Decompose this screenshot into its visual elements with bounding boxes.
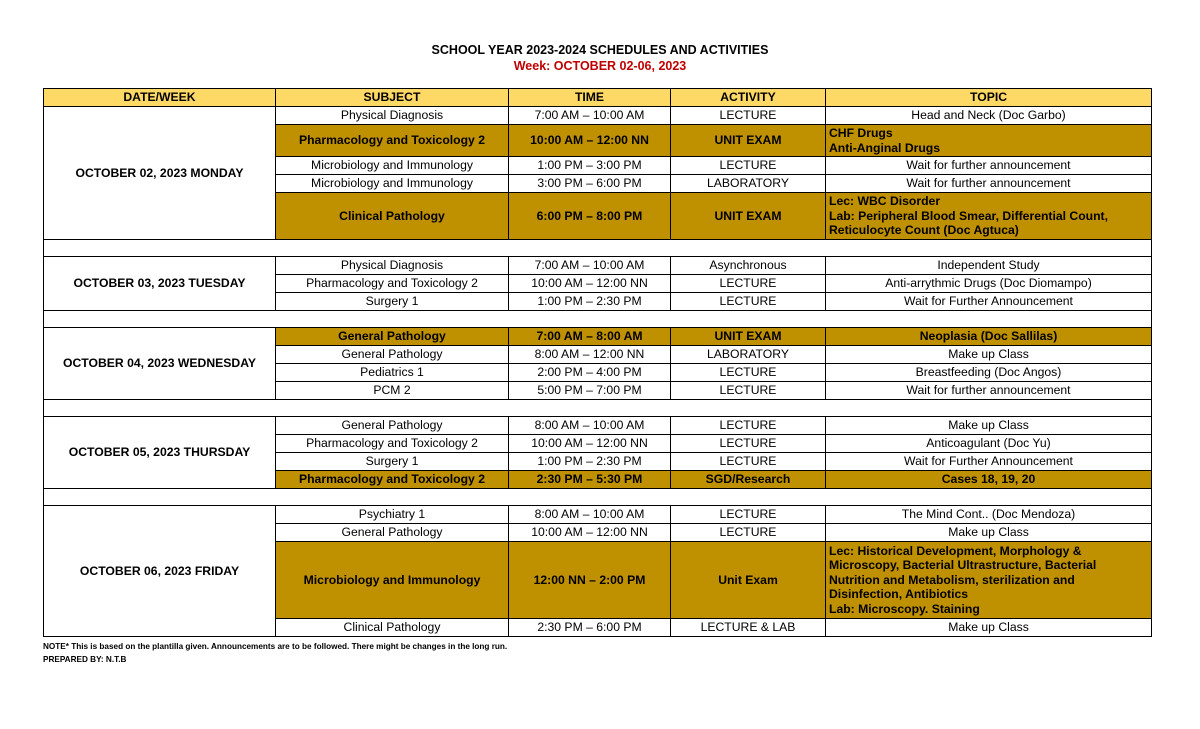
table-row [44,257,1152,275]
activity-cell: LABORATORY [671,175,826,193]
topic-line: Microscopy, Bacterial Ultrastructure, Bacterial [829,558,1097,573]
table-row [44,506,1152,524]
table-row [44,328,1152,346]
subject-cell: Surgery 1 [276,453,509,471]
time-cell: 7:00 AM – 10:00 AM [509,257,671,275]
footer-note: NOTE* This is based on the plantilla given. Announcements are to be followed. There might be changes in the long run. [43,642,508,651]
topic-line: Make up Class [948,418,1029,433]
activity-cell: LECTURE [671,435,826,453]
activity-cell: UNIT EXAM [671,193,826,240]
activity-cell: UNIT EXAM [671,125,826,157]
date-cell: OCTOBER 02, 2023 MONDAY [44,107,276,240]
topic-cell [826,157,1152,175]
time-cell: 10:00 AM – 12:00 NN [509,435,671,453]
time-cell: 8:00 AM – 10:00 AM [509,417,671,435]
day-separator-row [44,489,1152,506]
topic-line: Lab: Peripheral Blood Smear, Differential Count, [829,208,1109,223]
topic-cell [826,293,1152,311]
activity-cell: LECTURE [671,524,826,542]
subject-cell: Physical Diagnosis [276,257,509,275]
topic-cell [826,524,1152,542]
topic-cell [826,175,1152,193]
topic-line: Wait for Further Announcement [904,294,1073,309]
topic-cell [826,125,1152,157]
subject-cell: Pharmacology and Toxicology 2 [276,471,509,489]
subject-cell: Psychiatry 1 [276,506,509,524]
schedule-table-body [44,89,1152,637]
time-cell: 2:00 PM – 4:00 PM [509,364,671,382]
topic-line: Reticulocyte Count (Doc Agtuca) [829,223,1019,238]
table-row [44,417,1152,435]
time-cell: 10:00 AM – 12:00 NN [509,125,671,157]
time-cell: 7:00 AM – 10:00 AM [509,107,671,125]
subject-cell: Clinical Pathology [276,619,509,637]
time-cell: 1:00 PM – 3:00 PM [509,157,671,175]
activity-cell: Asynchronous [671,257,826,275]
activity-cell: LECTURE [671,364,826,382]
topic-line: Lec: Historical Development, Morphology & [829,543,1082,558]
column-header-time: TIME [509,89,671,107]
subject-cell: Pharmacology and Toxicology 2 [276,435,509,453]
topic-cell [826,542,1152,619]
table-row [44,107,1152,125]
column-header-topic: TOPIC [826,89,1152,107]
topic-line: Wait for further announcement [906,176,1071,191]
separator-cell [44,240,1152,257]
time-cell: 8:00 AM – 10:00 AM [509,506,671,524]
subject-cell: Microbiology and Immunology [276,175,509,193]
activity-cell: LECTURE [671,293,826,311]
subject-cell: Pharmacology and Toxicology 2 [276,125,509,157]
activity-cell: Unit Exam [671,542,826,619]
activity-cell: LECTURE [671,107,826,125]
day-separator-row [44,311,1152,328]
activity-cell: LECTURE [671,506,826,524]
topic-cell [826,471,1152,489]
topic-cell [826,435,1152,453]
activity-cell: SGD/Research [671,471,826,489]
activity-cell: LECTURE [671,382,826,400]
activity-cell: UNIT EXAM [671,328,826,346]
subject-cell: Microbiology and Immunology [276,157,509,175]
topic-line: The Mind Cont.. (Doc Mendoza) [901,507,1076,522]
time-cell: 6:00 PM – 8:00 PM [509,193,671,240]
activity-cell: LABORATORY [671,346,826,364]
topic-line: Make up Class [948,347,1029,362]
topic-cell [826,506,1152,524]
topic-cell [826,346,1152,364]
subject-cell: Microbiology and Immunology [276,542,509,619]
date-cell: OCTOBER 05, 2023 THURSDAY [44,417,276,489]
activity-cell: LECTURE [671,275,826,293]
topic-cell [826,275,1152,293]
topic-line: Make up Class [948,620,1029,635]
time-cell: 12:00 NN – 2:00 PM [509,542,671,619]
topic-cell [826,417,1152,435]
topic-line: Lab: Microscopy. Staining [829,601,980,616]
topic-line: Anti-arrythmic Drugs (Doc Diomampo) [885,276,1092,291]
topic-line: Head and Neck (Doc Garbo) [911,108,1066,123]
time-cell: 1:00 PM – 2:30 PM [509,293,671,311]
page-title: SCHOOL YEAR 2023-2024 SCHEDULES AND ACTIVITIES [431,43,769,57]
topic-line: Disinfection, Antibiotics [829,587,969,602]
week-subtitle: Week: OCTOBER 02-06, 2023 [513,59,687,73]
separator-cell [44,489,1152,506]
separator-cell [44,400,1152,417]
topic-line: Make up Class [948,525,1029,540]
topic-line: Cases 18, 19, 20 [941,472,1036,487]
topic-line: Nutrition and Metabolism, sterilization and [829,572,1075,587]
subject-cell: General Pathology [276,417,509,435]
date-cell: OCTOBER 03, 2023 TUESDAY [44,257,276,311]
table-header-row [44,89,1152,107]
subject-cell: Pediatrics 1 [276,364,509,382]
date-cell: OCTOBER 06, 2023 FRIDAY [44,506,276,637]
topic-line: Lec: WBC Disorder [829,194,941,209]
schedule-table [43,88,1152,637]
topic-line: Wait for further announcement [906,158,1071,173]
column-header-activity: ACTIVITY [671,89,826,107]
time-cell: 2:30 PM – 6:00 PM [509,619,671,637]
topic-line: Independent Study [937,258,1040,273]
time-cell: 2:30 PM – 5:30 PM [509,471,671,489]
time-cell: 10:00 AM – 12:00 NN [509,524,671,542]
topic-line: Anti-Anginal Drugs [829,140,941,155]
time-cell: 8:00 AM – 12:00 NN [509,346,671,364]
subject-cell: Clinical Pathology [276,193,509,240]
time-cell: 3:00 PM – 6:00 PM [509,175,671,193]
topic-line: Neoplasia (Doc Sallilas) [919,329,1058,344]
topic-line: Anticoagulant (Doc Yu) [926,436,1051,451]
subject-cell: General Pathology [276,328,509,346]
subject-cell: General Pathology [276,346,509,364]
subject-cell: Surgery 1 [276,293,509,311]
time-cell: 1:00 PM – 2:30 PM [509,453,671,471]
topic-line: CHF Drugs [829,126,893,140]
topic-line: Wait for further announcement [906,383,1071,398]
column-header-date: DATE/WEEK [44,89,276,107]
topic-cell [826,382,1152,400]
topic-cell [826,257,1152,275]
topic-cell [826,107,1152,125]
topic-line: Wait for Further Announcement [904,454,1073,469]
activity-cell: LECTURE & LAB [671,619,826,637]
separator-cell [44,311,1152,328]
topic-cell [826,193,1152,240]
topic-cell [826,619,1152,637]
activity-cell: LECTURE [671,417,826,435]
topic-line: Breastfeeding (Doc Angos) [915,365,1062,380]
subject-cell: Pharmacology and Toxicology 2 [276,275,509,293]
time-cell: 7:00 AM – 8:00 AM [509,328,671,346]
subject-cell: Physical Diagnosis [276,107,509,125]
day-separator-row [44,400,1152,417]
column-header-subject: SUBJECT [276,89,509,107]
activity-cell: LECTURE [671,157,826,175]
subject-cell: PCM 2 [276,382,509,400]
time-cell: 5:00 PM – 7:00 PM [509,382,671,400]
subject-cell: General Pathology [276,524,509,542]
activity-cell: LECTURE [671,453,826,471]
time-cell: 10:00 AM – 12:00 NN [509,275,671,293]
prepared-by: PREPARED BY: N.T.B [43,655,127,664]
date-cell: OCTOBER 04, 2023 WEDNESDAY [44,328,276,400]
topic-cell [826,453,1152,471]
day-separator-row [44,240,1152,257]
topic-cell [826,364,1152,382]
topic-cell [826,328,1152,346]
